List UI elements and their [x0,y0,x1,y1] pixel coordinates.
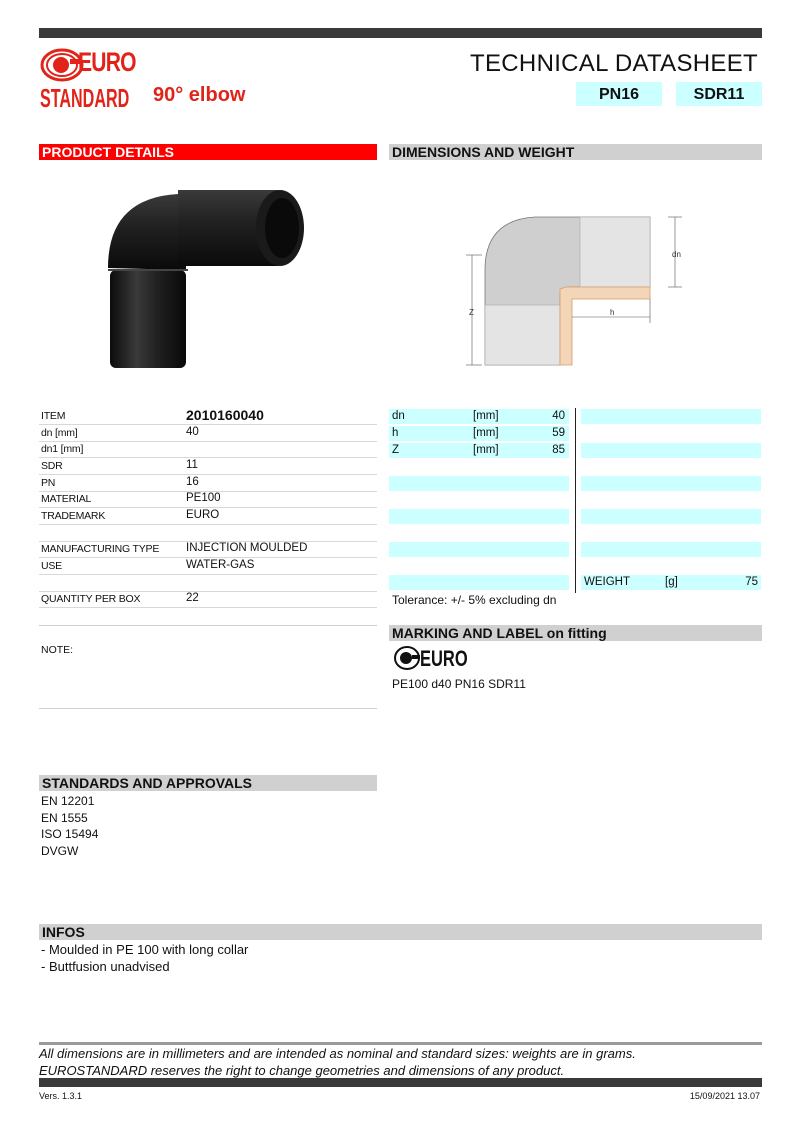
table-row [39,441,377,458]
row-value: PE100 [186,492,221,504]
row-key: SDR [41,460,63,472]
table-row [39,491,377,508]
table-row [39,525,377,542]
drawing-dn-label: dn [672,250,681,259]
dimension-drawing [460,195,690,380]
dimension-row-empty [389,476,569,491]
dimension-row-empty [389,542,569,557]
page-title: TECHNICAL DATASHEET [470,50,758,77]
section-infos: INFOS [39,924,762,940]
dimension-row-empty [389,509,569,524]
row-value: 22 [186,592,199,604]
row-key: TRADEMARK [41,510,106,522]
footer-divider [39,1042,762,1045]
section-dimensions: DIMENSIONS AND WEIGHT [389,144,762,160]
tolerance-text: Tolerance: +/- 5% excluding dn [392,593,557,607]
weight-col-row-empty [581,409,761,424]
info-item: - Buttfusion unadvised [41,959,170,974]
section-marking: MARKING AND LABEL on fitting [389,625,762,641]
table-row [39,558,377,575]
logo-standard-text: STANDARD [40,83,130,113]
dim-name: Z [392,444,400,456]
dim-name: dn [392,410,405,422]
standard-item: EN 1555 [41,811,88,825]
eurostandard-logo [40,47,136,117]
table-row [39,475,377,492]
dim-value: 59 [552,427,565,439]
weight-unit: [g] [665,576,678,588]
row-key: PN [41,477,56,489]
row-key: MATERIAL [41,493,92,505]
dim-unit: [mm] [473,427,499,439]
divider [39,625,377,626]
row-key: dn [mm] [41,427,78,439]
row-value: INJECTION MOULDED [186,542,308,554]
marking-logo [394,645,468,671]
standard-item: ISO 15494 [41,827,99,841]
row-key: ITEM [41,410,66,422]
marking-logo-text: EURO [420,646,468,671]
disclaimer-line-1: All dimensions are in millimeters and are intended as nominal and standard sizes: weights are in grams. [39,1046,636,1061]
bottom-bar [39,1078,762,1087]
dimension-row [389,409,569,424]
date-text: 15/09/2021 13.07 [689,1091,760,1101]
top-bar [39,28,762,38]
drawing-h-label: h [610,308,615,317]
table-row [39,425,377,442]
row-key: QUANTITY PER BOX [41,593,141,605]
table-row [39,508,377,525]
weight-value: 75 [745,576,758,588]
disclaimer-line-2: EUROSTANDARD reserves the right to change geometries and dimensions of any product. [39,1063,565,1078]
item-code: 2010160040 [186,407,264,423]
standard-item: EN 12201 [41,794,95,808]
section-standards: STANDARDS AND APPROVALS [39,775,377,791]
drawing-z-label: Z [469,308,474,317]
table-separator [575,408,576,593]
dim-value: 85 [552,444,565,456]
divider [39,708,377,709]
dimension-row [389,443,569,458]
dim-name: h [392,427,399,439]
dimension-row-empty [389,575,569,590]
weight-label: WEIGHT [584,576,630,588]
note-label: NOTE: [41,644,74,656]
dimension-row [389,426,569,441]
standard-item: DVGW [41,844,79,858]
pn-badge: PN16 [576,82,662,106]
dim-value: 40 [552,410,565,422]
weight-col-row-empty [581,509,761,524]
dim-unit: [mm] [473,410,499,422]
table-row [39,591,377,608]
row-value: WATER-GAS [186,559,255,571]
table-row [39,458,377,475]
row-key: MANUFACTURING TYPE [41,543,160,555]
weight-col-row-empty [581,476,761,491]
row-value: EURO [186,509,220,521]
product-photo [100,180,310,375]
weight-row [581,575,761,590]
dim-unit: [mm] [473,444,499,456]
table-row [39,541,377,558]
version-text: Vers. 1.3.1 [39,1091,83,1101]
row-value: 11 [186,459,198,471]
row-value: 16 [186,476,199,488]
marking-label: PE100 d40 PN16 SDR11 [392,677,526,691]
table-row [39,408,377,425]
weight-col-row-empty [581,542,761,557]
info-item: - Moulded in PE 100 with long collar [41,942,249,957]
product-subtitle: 90° elbow [153,84,246,106]
row-key: dn1 [mm] [41,443,84,455]
row-value: 40 [186,426,199,438]
weight-col-row-empty [581,443,761,458]
logo-euro-text: EURO [78,47,136,77]
sdr-badge: SDR11 [676,82,762,106]
table-row [39,575,377,592]
row-key: USE [41,560,62,572]
section-product-details: PRODUCT DETAILS [39,144,377,160]
